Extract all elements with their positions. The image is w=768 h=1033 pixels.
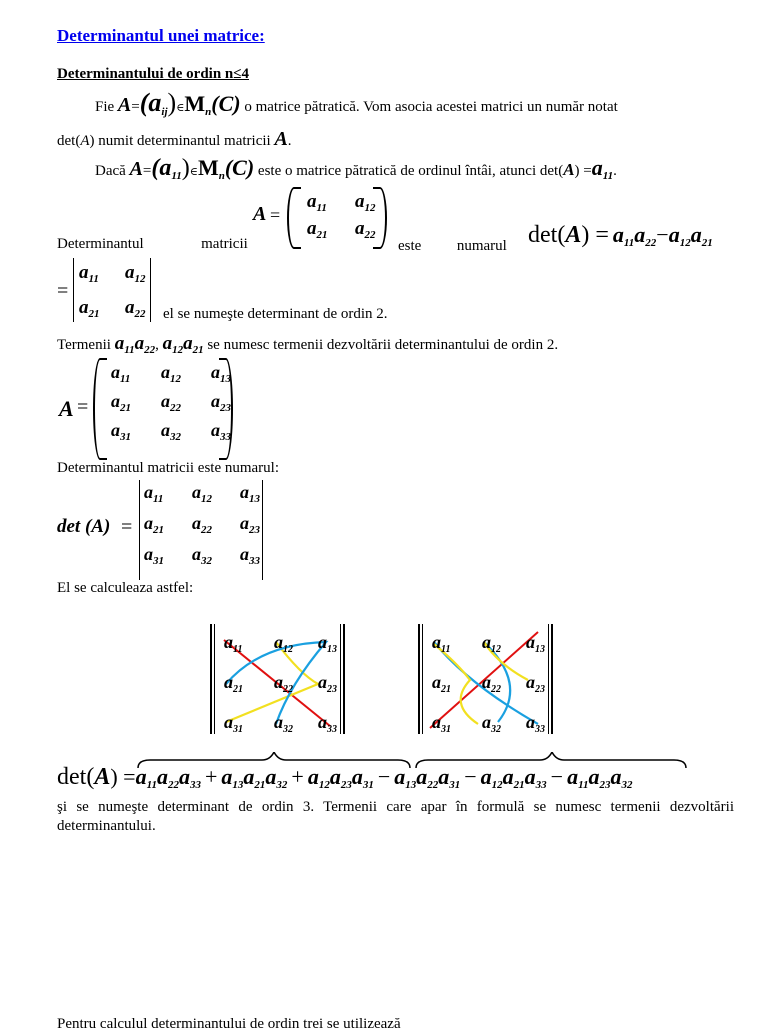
- para1-det-A: A: [80, 133, 90, 149]
- full-formula-term-a21: $a_{21}$: [243, 764, 266, 791]
- order3-det-elem-a32: $a_{32}$: [192, 544, 212, 567]
- order3-det-elem-a12: $a_{12}$: [192, 482, 212, 505]
- order2-determinant: [73, 258, 151, 322]
- order2-elem-a21: $a_{21}$: [307, 218, 328, 241]
- full-formula-sign: +: [204, 764, 218, 789]
- section-heading: [57, 66, 249, 83]
- para2-A2: A: [563, 160, 575, 179]
- order2-term-a12: $a_{12}$: [668, 222, 691, 249]
- para1-C: (C): [211, 91, 241, 116]
- order3-elem-a31: $a_{31}$: [111, 420, 131, 443]
- order3-det-elem-a11: $a_{11}$: [144, 482, 164, 505]
- order3-matrix-block: [57, 358, 257, 460]
- para2-rest2: ) =: [574, 163, 592, 179]
- full-formula-term-a11: $a_{11}$: [567, 764, 589, 791]
- full-formula-term-a12: $a_{12}$: [307, 764, 330, 791]
- order3-determinant-block: [57, 480, 277, 580]
- order3-caption: Determinantul matricii este numarul:: [57, 460, 280, 476]
- para1-aij-sub: ij: [161, 106, 168, 118]
- order3-det-elem-a22: $a_{22}$: [192, 513, 212, 536]
- sarrus-left-a23: $a_{23}$: [318, 672, 337, 695]
- sarrus-right-a13: $a_{13}$: [526, 632, 545, 655]
- full-formula-det: det(: [57, 764, 95, 790]
- order3-elem-a23: $a_{23}$: [211, 391, 231, 414]
- order3-det-eq: =: [121, 516, 133, 538]
- para2-in: ∈: [189, 166, 198, 178]
- order2-det-elem-a11: $a_{11}$: [79, 262, 99, 285]
- para2-daca: Dacă: [95, 163, 126, 179]
- full-formula-term-a22: $a_{22}$: [416, 764, 439, 791]
- para1-dot: .: [287, 133, 292, 149]
- order2-term-a21: $a_{21}$: [690, 222, 713, 249]
- order3-eq: =: [77, 396, 89, 418]
- order2-numarul-text: numarul: [456, 238, 507, 254]
- terms-suffix: se numesc termenii dezvoltării determinantului de ordin 2.: [207, 337, 559, 353]
- para1-rest: o matrice pătratică. Vom asocia acestei matrici un număr notat: [244, 99, 618, 115]
- full-formula-term-a32: $a_{32}$: [610, 764, 633, 791]
- sarrus-right-a33: $a_{33}$: [526, 712, 545, 735]
- para1-close: ): [167, 88, 177, 117]
- sarrus-left-diagram: [210, 624, 345, 734]
- full-formula-term-a23: $a_{23}$: [329, 764, 352, 791]
- para1-M: M: [184, 91, 206, 116]
- para2-eq: =: [142, 163, 152, 179]
- sarrus-left-a31: $a_{31}$: [224, 712, 243, 735]
- order3-det-elem-a23: $a_{23}$: [240, 513, 260, 536]
- page-title[interactable]: Determinantul unei matrice:: [57, 26, 265, 45]
- sarrus-right-a32: $a_{32}$: [482, 712, 501, 735]
- order3-elem-a11: $a_{11}$: [111, 362, 131, 385]
- order3-elem-a12: $a_{12}$: [161, 362, 181, 385]
- para2-a11-sub: 11: [171, 170, 182, 182]
- para1-det: det(: [57, 133, 81, 149]
- para1-var-A: A: [117, 94, 132, 116]
- footer-cut-text: Pentru calculul determinantului de ordin trei se utilizează: [57, 1016, 401, 1032]
- sarrus-right-a23: $a_{23}$: [526, 672, 545, 695]
- sarrus-right-a12: $a_{12}$: [482, 632, 501, 655]
- para1-fie: Fie: [95, 99, 115, 115]
- order2-det-eq: =: [57, 280, 69, 302]
- para2-a-sub: 11: [602, 170, 614, 182]
- order2-label-mid: matricii: [201, 236, 248, 252]
- order3-determinant: [139, 480, 263, 580]
- order3-elem-a21: $a_{21}$: [111, 391, 131, 414]
- order3-A: A: [59, 396, 74, 421]
- para2-M: M: [197, 155, 219, 180]
- order2-A: A: [253, 203, 267, 225]
- full-formula-term-a33: $a_{33}$: [178, 764, 201, 791]
- full-formula-term-a31: $a_{31}$: [351, 764, 374, 791]
- order2-elem-a22: $a_{22}$: [355, 218, 376, 241]
- para1-A-var: A: [274, 128, 288, 150]
- full-formula-eq: ) =: [110, 764, 136, 789]
- para2-C: (C): [224, 155, 255, 180]
- para1-in: ∈: [176, 102, 185, 114]
- full-formula-term-a21: $a_{21}$: [502, 764, 525, 791]
- order2-formula-det: det(: [528, 222, 566, 248]
- full-formula-term-a33: $a_{33}$: [524, 764, 547, 791]
- terms-t2-a12: $a_{12}$: [162, 333, 184, 356]
- order2-determinant-block: [57, 258, 157, 322]
- para1-eq: =: [131, 99, 140, 115]
- order2-este: [398, 238, 507, 255]
- order3-det-elem-a33: $a_{33}$: [240, 544, 260, 567]
- full-formula-sign: −: [550, 764, 564, 789]
- full-formula-term-a12: $a_{12}$: [480, 764, 503, 791]
- full-formula-term-a32: $a_{32}$: [265, 764, 288, 791]
- full-formula: [57, 764, 632, 791]
- sarrus-right-a31: $a_{31}$: [432, 712, 451, 735]
- order2-det-elem-a21: $a_{21}$: [79, 297, 100, 320]
- terms-t1-a22: $a_{22}$: [134, 333, 156, 356]
- terms-t2-a21: $a_{21}$: [183, 333, 204, 356]
- order2-elem-a12: $a_{12}$: [355, 191, 376, 214]
- sarrus-right-a21: $a_{21}$: [432, 672, 451, 695]
- para1-line2: [57, 128, 292, 151]
- order3-det-elem-a31: $a_{31}$: [144, 544, 164, 567]
- full-formula-term-a23: $a_{23}$: [588, 764, 611, 791]
- sarrus-left-a33: $a_{33}$: [318, 712, 337, 735]
- order3-det-label: det (A): [57, 516, 111, 537]
- terms-line: [57, 333, 558, 356]
- full-formula-sign: −: [377, 764, 391, 789]
- order3-det-elem-a21: $a_{21}$: [144, 513, 164, 536]
- order2-elem-a11: $a_{11}$: [307, 191, 327, 214]
- order2-este-text: este: [398, 238, 422, 254]
- terms-comma: ,: [155, 337, 159, 353]
- sarrus-left-a11: $a_{11}$: [224, 632, 243, 655]
- para1-n: n: [205, 106, 212, 118]
- order2-det-elem-a12: $a_{12}$: [125, 262, 146, 285]
- para1-aij: (a: [139, 88, 162, 117]
- full-formula-term-a13: $a_{13}$: [394, 764, 417, 791]
- order2-det-elem-a22: $a_{22}$: [125, 297, 146, 320]
- terms-t1-a11: $a_{11}$: [114, 333, 135, 356]
- sarrus-left-a21: $a_{21}$: [224, 672, 243, 695]
- sarrus-left-a13: $a_{13}$: [318, 632, 337, 655]
- order2-formula-A: A: [565, 222, 582, 248]
- para2-a: a: [591, 155, 603, 180]
- terms-prefix: Termenii: [57, 337, 111, 353]
- order2-formula: [528, 222, 713, 249]
- full-formula-term-a22: $a_{22}$: [156, 764, 179, 791]
- full-formula-term-a13: $a_{13}$: [221, 764, 244, 791]
- full-formula-A: A: [94, 764, 111, 790]
- full-formula-sign: −: [464, 764, 477, 789]
- order3-elem-a32: $a_{32}$: [161, 420, 181, 443]
- order2-label-left: Determinantul: [57, 236, 144, 252]
- para1-line1: [95, 88, 618, 118]
- para2-rest: este o matrice pătratică de ordinul întâi, atunci det(: [257, 163, 564, 179]
- order2-matrix-block: [253, 187, 413, 249]
- para2-var-A: A: [129, 158, 143, 180]
- order2-term-a11: $a_{11}$: [612, 222, 635, 249]
- para2-dot: .: [613, 163, 617, 179]
- order2-minus: −: [656, 222, 669, 247]
- order2-eq: =: [270, 205, 281, 225]
- order2-term-a22: $a_{22}$: [634, 222, 657, 249]
- para2-line: [95, 155, 617, 182]
- para1-line2-text: ) numit determinantul matricii: [89, 133, 271, 149]
- order3-elem-a13: $a_{13}$: [211, 362, 231, 385]
- order3-matrix: [93, 358, 233, 460]
- sarrus-right-diagram: [418, 624, 553, 734]
- order3-elem-a33: $a_{33}$: [211, 420, 231, 443]
- full-formula-sign: +: [291, 764, 304, 789]
- order2-formula-rest: ) =: [581, 222, 609, 248]
- order3-det-elem-a13: $a_{13}$: [240, 482, 260, 505]
- full-formula-term-a11: $a_{11}$: [135, 764, 157, 791]
- order2-matrix: [287, 187, 387, 249]
- order2-label: [57, 236, 248, 253]
- para2-close: ): [181, 155, 190, 181]
- order3-calc: El se calculeaza astfel:: [57, 580, 194, 596]
- para2-n: n: [218, 170, 225, 182]
- sarrus-left-a22: $a_{22}$: [274, 672, 293, 695]
- full-formula-term-a31: $a_{31}$: [438, 764, 461, 791]
- sarrus-left-a32: $a_{32}$: [274, 712, 293, 735]
- para2-a11: (a: [151, 155, 172, 181]
- sarrus-right-a22: $a_{22}$: [482, 672, 501, 695]
- sarrus-right-a11: $a_{11}$: [432, 632, 451, 655]
- section-heading-text: Determinantului de ordin n≤4: [57, 66, 249, 82]
- order2-caption: el se numeşte determinant de ordin 2.: [163, 306, 388, 322]
- order3-elem-a22: $a_{22}$: [161, 391, 181, 414]
- sarrus-left-a12: $a_{12}$: [274, 632, 293, 655]
- closing-paragraph: şi se numeşte determinant de ordin 3. Termenii care apar în formulă se numesc termenii dezvoltării determinantului.: [57, 799, 734, 834]
